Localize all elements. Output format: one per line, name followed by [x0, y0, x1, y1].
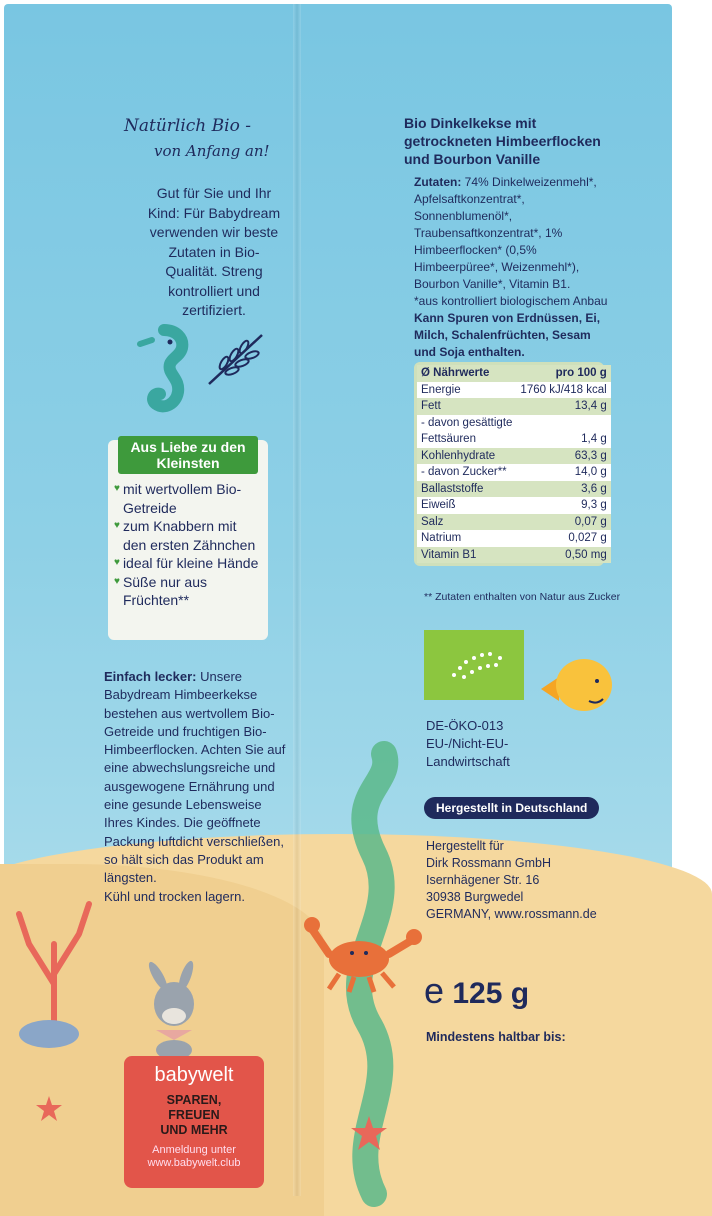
nutrient-name: Fett [421, 400, 441, 412]
babywelt-slogan [124, 1093, 264, 1138]
nutrient-name: Eiweiß [421, 499, 456, 511]
benefit-item [114, 480, 262, 517]
nutrition-row [417, 497, 611, 514]
made-in-germany-badge: Hergestellt in Deutschland [424, 797, 599, 819]
donkey-mascot-icon [134, 964, 214, 1054]
crab-icon [304, 909, 424, 999]
ingredients-label: Zutaten: [414, 175, 462, 189]
benefits-box [108, 440, 268, 640]
header-unit: pro 100 g [555, 367, 607, 379]
heart-icon: ♥ [114, 575, 120, 587]
nutrient-name: Fettsäuren [421, 433, 476, 445]
nutrition-row [417, 398, 611, 415]
benefit-item [114, 573, 262, 610]
address-line: Isernhägener Str. 16 [426, 873, 540, 887]
nutrition-row [417, 514, 611, 531]
slogan-line2: von Anfang an! [154, 142, 270, 160]
ingredients-text: 74% Dinkelweizenmehl*, Apfelsaftkonzentrat*, Sonnenblumenöl*, Traubensaftkonzentrat*, 1% Himbeerflocken* (0,5% Himbeerpüree*, Weizenmehl*), Bourbon Vanille*, Vitamin B1. [414, 175, 597, 291]
nutrient-value: 14,0 g [574, 466, 607, 478]
eco-origin: Landwirtschaft [426, 754, 510, 769]
fish-icon [539, 649, 619, 719]
starfish-icon [349, 1114, 389, 1154]
nutrient-name: Energie [421, 383, 461, 396]
starfish-icon [34, 1094, 64, 1124]
nutrient-name: Vitamin B1 [421, 548, 477, 561]
package-seam [293, 4, 301, 1196]
nutrient-name: - davon Zucker** [421, 466, 507, 478]
description [104, 668, 289, 906]
nutrition-table [414, 362, 607, 566]
description-lead: Einfach lecker: [104, 669, 197, 684]
nutrient-value: 0,50 mg [565, 548, 607, 561]
address-line: Dirk Rossmann GmbH [426, 856, 552, 870]
babywelt-logo: babywelt [154, 1064, 234, 1086]
slogan-line: UND MEHR [160, 1123, 228, 1137]
nutrient-value: 0,07 g [574, 515, 607, 528]
benefit-text: zum Knabbern mit den ersten Zähnchen [122, 518, 256, 553]
ingredients [414, 174, 614, 361]
best-before-label: Mindestens haltbar bis: [426, 1030, 566, 1044]
seahorse-icon [134, 322, 194, 422]
nutrient-value: 1,4 g [581, 433, 607, 445]
slogan-line: SPAREN, [166, 1093, 222, 1107]
nutrient-name: Salz [421, 515, 444, 528]
product-package [4, 4, 672, 1196]
nutrient-value: 13,4 g [574, 400, 607, 412]
product-title: Bio Dinkelkekse mit getrockneten Himbeerflocken und Bourbon Vanille [404, 115, 601, 167]
net-weight-value: 125 g [452, 977, 530, 1010]
storage-text: Kühl und trocken lagern. [104, 888, 245, 904]
nutrient-value [516, 415, 610, 432]
address-line: Hergestellt für [426, 839, 504, 853]
slogan-line1: Natürlich Bio - [124, 116, 251, 136]
manufacturer-address [426, 838, 597, 923]
nutrient-value: 1760 kJ/418 kcal [520, 383, 607, 396]
benefits-title: Aus Liebe zu den Kleinsten [118, 436, 258, 474]
nutrition-row [417, 481, 611, 498]
babywelt-promo [124, 1056, 264, 1188]
heart-icon: ♥ [114, 483, 120, 494]
nutrition-header [417, 365, 611, 382]
estimated-sign-icon: e [424, 970, 445, 1011]
intro-text: Gut für Sie und Ihr Kind: Für Babydream verwenden wir beste Zutaten in Bio-Qualität. Streng kontrolliert und zertifiziert. [147, 185, 281, 318]
heart-icon: ♥ [114, 520, 120, 531]
slogan-line: FREUEN [168, 1108, 220, 1122]
nutrient-value: 63,3 g [574, 449, 607, 462]
heart-icon: ♥ [114, 557, 120, 568]
benefit-item [114, 554, 262, 573]
nutrient-name: Natrium [421, 532, 462, 544]
nutrient-name: Ballaststoffe [421, 482, 484, 495]
nutrient-value: 9,3 g [581, 499, 607, 511]
nutrient-name: Kohlenhydrate [421, 449, 496, 462]
eu-organic-logo [424, 630, 524, 700]
description-text: Unsere Babydream Himbeerkekse bestehen aus wertvollem Bio-Getreide und fruchtigen Bio-Himbeerflocken. Achten Sie auf eine abwechslungsreiche und ausgewogene Ernährung und eine gesunde Lebensweise Ihres Kindes. Die geöffnete Packung luftdicht verschließen, so hält sich das Produkt am längsten. [104, 669, 286, 886]
signup-text: Anmeldung unter [152, 1144, 236, 1156]
header-label: Ø Nährwerte [421, 367, 490, 379]
nutrition-row [417, 464, 611, 481]
address-line: GERMANY, www.rossmann.de [426, 907, 597, 921]
eco-origin: EU-/Nicht-EU- [426, 736, 509, 751]
nutrition-row [417, 448, 611, 465]
nutrient-value: 0,027 g [568, 532, 607, 544]
organic-note: *aus kontrolliert biologischem Anbau [414, 294, 608, 308]
benefit-item [114, 517, 262, 554]
eco-control-info [426, 717, 510, 771]
address-line: 30938 Burgwedel [426, 890, 524, 904]
coral-icon [14, 884, 94, 1044]
nutrition-footnote: ** Zutaten enthalten von Natur aus Zucker [424, 591, 621, 603]
nutrition-row [417, 415, 611, 432]
nutrition-row [417, 431, 611, 448]
nutrient-name: - davon gesättigte [421, 416, 513, 429]
benefit-text: mit wertvollem Bio-Getreide [122, 481, 242, 516]
eco-code: DE-ÖKO-013 [426, 718, 504, 733]
babywelt-signup [124, 1144, 264, 1170]
nutrient-value: 3,6 g [581, 482, 607, 495]
nutrition-row [417, 547, 611, 564]
benefit-text: Süße nur aus Früchten** [122, 573, 207, 608]
benefit-text: ideal für kleine Hände [122, 555, 259, 571]
signup-url: www.babywelt.club [147, 1157, 241, 1169]
nutrition-row [417, 530, 611, 547]
allergen-warning: Kann Spuren von Erdnüssen, Ei, Milch, Schalenfrüchten, Sesam und Soja enthalten. [414, 311, 601, 359]
wheat-icon [204, 329, 269, 389]
nutrition-row [417, 382, 611, 399]
net-weight [424, 970, 530, 1011]
